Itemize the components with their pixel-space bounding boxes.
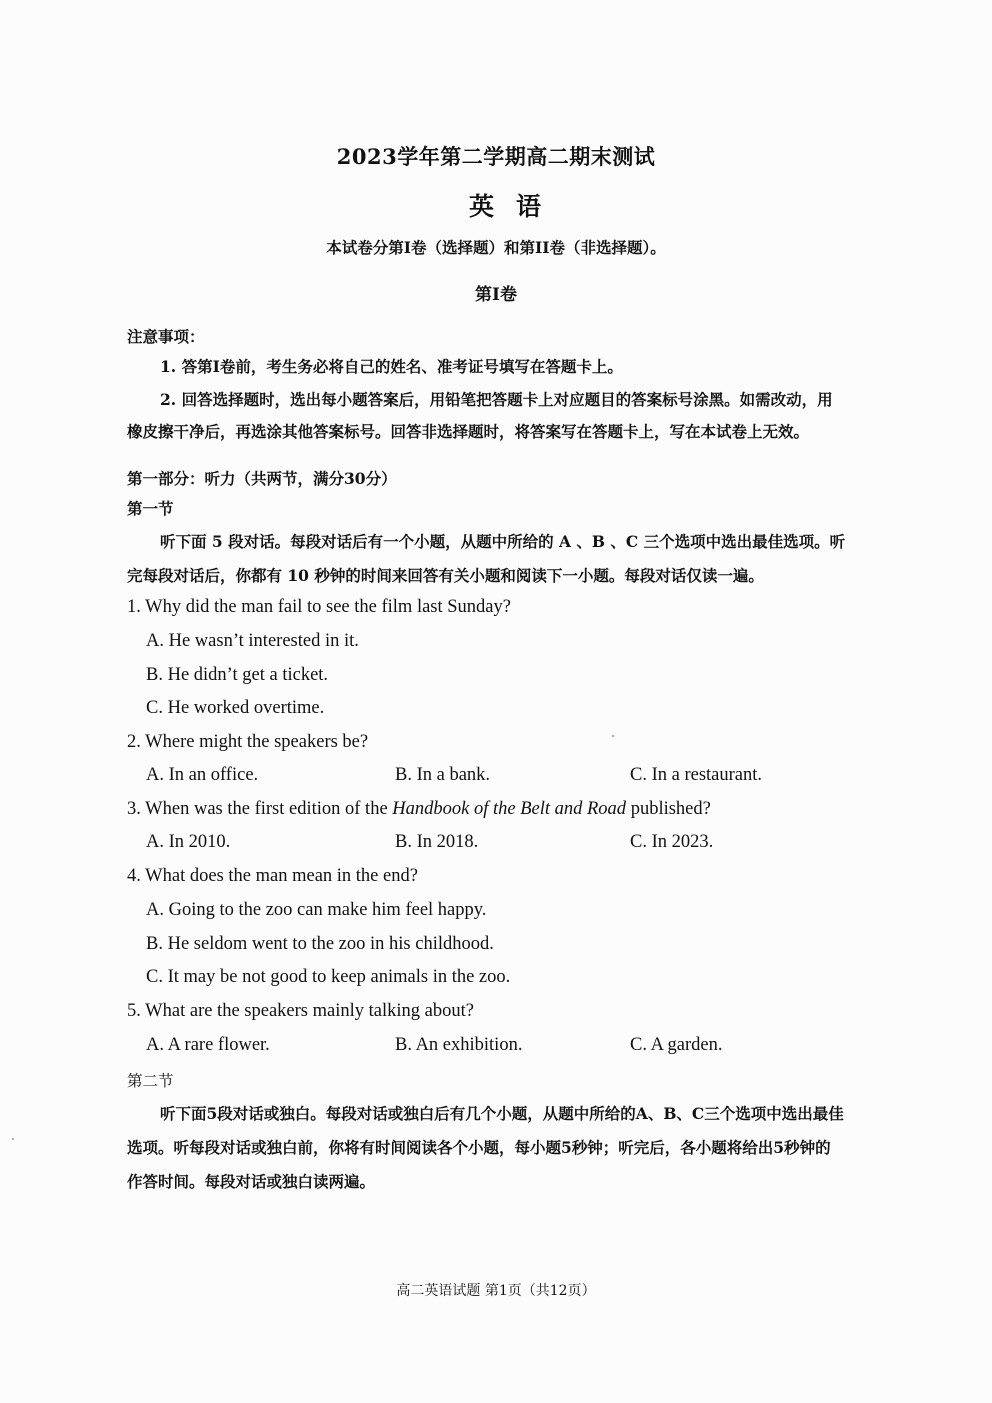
question-3-stem-end: published? xyxy=(626,799,711,819)
section1-label: 第一节 xyxy=(127,499,174,518)
question-5-stem: 5. What are the speakers mainly talking about? xyxy=(127,1001,474,1021)
question-3-stem-start: 3. When was the first edition of the xyxy=(127,799,393,819)
paper-intro: 本试卷分第I卷（选择题）和第II卷（非选择题）。 xyxy=(326,238,666,257)
question-4-option-c: C. It may be not good to keep animals in the zoo. xyxy=(146,967,511,987)
page-footer: 高二英语试题 第1页（共12页） xyxy=(396,1283,596,1299)
question-5-option-c: C. A garden. xyxy=(630,1035,723,1055)
question-3-option-b: B. In 2018. xyxy=(395,832,479,852)
section2-label: 第二节 xyxy=(127,1072,174,1090)
subject-title: 英语 xyxy=(468,192,563,221)
notice-item-2-line-1: 2. 回答选择题时，选出每小题答案后，用铅笔把答题卡上对应题目的答案标号涂黑。如需改动，用 xyxy=(160,390,833,409)
question-3-option-c: C. In 2023. xyxy=(630,832,714,852)
question-2-stem: 2. Where might the speakers be? xyxy=(127,732,369,752)
scan-speck xyxy=(12,1138,14,1140)
section2-instructions-line-1: 听下面5段对话或独白。每段对话或独白后有几个小题，从题中所给的A、B、C三个选项中选出最佳 xyxy=(160,1104,844,1123)
notice-heading: 注意事项： xyxy=(127,327,205,346)
part1-heading: 第一部分：听力（共两节，满分30分） xyxy=(127,469,397,488)
section1-instructions-line-1: 听下面 5 段对话。每段对话后有一个小题，从题中所给的 A 、B 、C 三个选项中选出最佳选项。听 xyxy=(160,532,846,551)
question-4-option-b: B. He seldom went to the zoo in his childhood. xyxy=(146,934,494,954)
question-1-option-c: C. He worked overtime. xyxy=(146,698,325,718)
question-1-option-b: B. He didn’t get a ticket. xyxy=(146,665,329,685)
question-3-option-a: A. In 2010. xyxy=(146,832,231,852)
exam-title: 2023学年第二学期高二期末测试 xyxy=(336,144,656,169)
question-4-option-a: A. Going to the zoo can make him feel happy. xyxy=(146,900,487,920)
question-1-option-a: A. He wasn’t interested in it. xyxy=(146,631,359,651)
volume-heading: 第I卷 xyxy=(475,285,517,305)
question-4-stem: 4. What does the man mean in the end? xyxy=(127,866,418,886)
question-2-option-a: A. In an office. xyxy=(146,765,259,785)
section2-instructions-line-2: 选项。听每段对话或独白前，你将有时间阅读各个小题，每小题5秒钟；听完后，各小题将给出5秒钟的 xyxy=(127,1138,831,1157)
notice-item-1: 1. 答第I卷前，考生务必将自己的姓名、准考证号填写在答题卡上。 xyxy=(160,357,623,376)
notice-item-2-line-2: 橡皮擦干净后，再选涂其他答案标号。回答非选择题时，将答案写在答题卡上，写在本试卷上无效。 xyxy=(127,422,810,441)
section2-instructions-line-3: 作答时间。每段对话或独白读两遍。 xyxy=(127,1172,376,1191)
question-5-option-a: A. A rare flower. xyxy=(146,1035,270,1055)
question-3-book-title: Handbook of the Belt and Road xyxy=(392,799,627,819)
scan-speck xyxy=(612,735,614,737)
question-5-option-b: B. An exhibition. xyxy=(395,1035,523,1055)
section1-instructions-line-2: 完每段对话后，你都有 10 秒钟的时间来回答有关小题和阅读下一小题。每段对话仅读一遍。 xyxy=(127,566,764,585)
question-3-stem xyxy=(127,799,711,820)
question-1-stem: 1. Why did the man fail to see the film last Sunday? xyxy=(127,597,511,617)
question-2-option-b: B. In a bank. xyxy=(395,765,491,785)
question-2-option-c: C. In a restaurant. xyxy=(630,765,763,785)
